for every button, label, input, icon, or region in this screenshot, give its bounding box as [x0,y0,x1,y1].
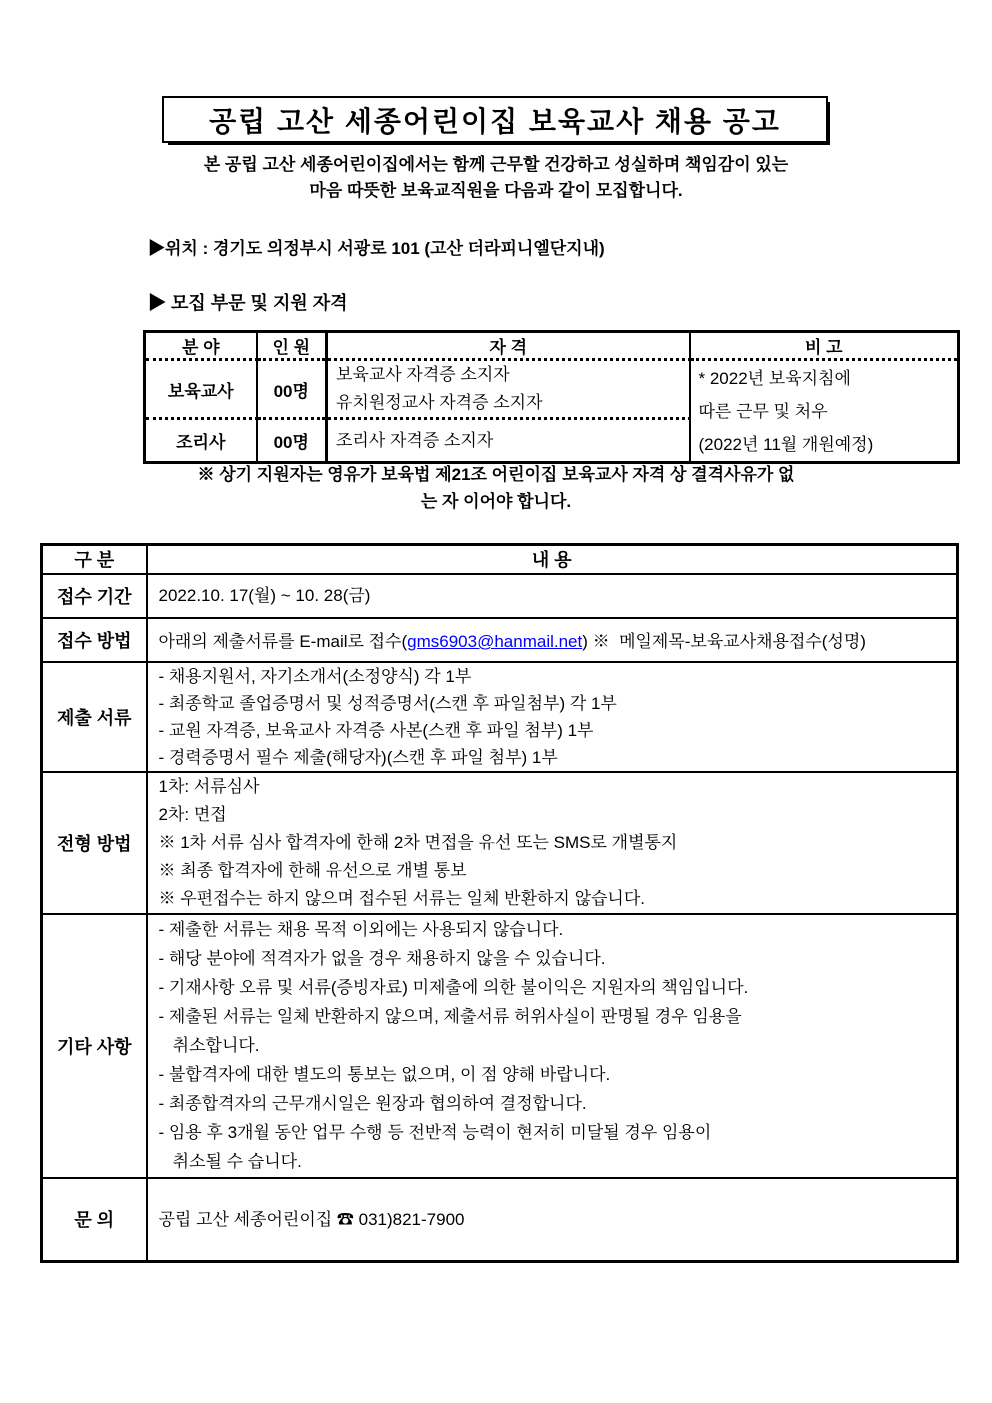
recruit-section-title: ▶ 모집 부문 및 지원 자격 [148,293,348,313]
content-line: - 기재사항 오류 및 서류(증빙자료) 미제출에 의한 불이익은 지원자의 책임입니다. [158,978,749,997]
content-line: - 채용지원서, 자기소개서(소정양식) 각 1부 [158,666,472,686]
detail-table [40,543,959,1263]
content-line: - 최종학교 졸업증명서 및 성적증명서(스캔 후 파일첨부) 각 1부 [158,693,617,713]
note-line: 는 자 이어야 합니다. [420,492,572,511]
recruit-header-field: 분 야 [145,332,257,360]
content-line: 취소될 수 습니다. [158,1152,302,1171]
recruit-header-qualification: 자 격 [327,332,690,360]
content-line: - 교원 자격증, 보육교사 자격증 사본(스캔 후 파일 첨부) 1부 [158,720,594,740]
table-row-selection [42,772,958,914]
title-box [162,96,828,143]
content-line: - 해당 분야에 적격자가 없을 경우 채용하지 않을 수 있습니다. [158,949,606,968]
content-line: - 최종합격자의 근무개시일은 원장과 협의하여 결정합니다. [158,1094,587,1113]
row-label: 접수 기간 [42,574,147,618]
content-line: - 경력증명서 필수 제출(해당자)(스캔 후 파일 첨부) 1부 [158,747,558,767]
location-line: ▶위치 : 경기도 의정부시 서광로 101 (고산 더라피니엘단지내) [148,239,605,258]
intro-line: 마음 따뜻한 보육교직원을 다음과 같이 모집합니다. [309,181,683,200]
remark-line: * 2022년 보육지침에 [698,368,851,388]
content-line: ※ 1차 서류 심사 합격자에 한해 2차 면접을 유선 또는 SMS로 개별통지 [158,832,678,852]
content-line: 공립 고산 세종어린이집 ☎ 031)821-7900 [158,1209,465,1229]
note-line: ※ 상기 지원자는 영유가 보육법 제21조 어린이집 보육교사 자격 상 결격사유가 없 [197,465,795,484]
row-label: 제출 서류 [42,662,147,772]
recruit-qualifications [327,360,690,419]
remark-line: (2022년 11월 개원예정) [698,434,874,454]
content-line: ※ 우편접수는 하지 않으며 접수된 서류는 일체 반환하지 않습니다. [158,888,645,908]
row-label: 문 의 [42,1178,147,1262]
row-label: 접수 방법 [42,618,147,662]
table-row-documents [42,662,958,772]
content-line: - 제출한 서류는 채용 목적 이외에는 사용되지 않습니다. [158,920,564,939]
email-link[interactable]: gms6903@hanmail.net [407,632,583,651]
recruit-header-remark: 비 고 [690,332,959,360]
content-line: 1차: 서류심사 [158,776,260,796]
table-row-reception-method [42,618,958,662]
row-label: 기타 사항 [42,914,147,1178]
detail-header-category: 구 분 [42,545,147,574]
content-line: - 불합격자에 대한 별도의 통보는 없으며, 이 점 양해 바랍니다. [158,1065,611,1084]
qualification-line: 보육교사 자격증 소지자 [336,365,510,384]
recruit-table [143,330,960,464]
recruit-table-header-row [145,332,959,360]
documents-content [147,662,958,772]
table-row [145,360,959,419]
table-row-reception-period [42,574,958,618]
recruit-field: 조리사 [176,433,226,452]
page-title: 공립 고산 세종어린이집 보육교사 채용 공고 [209,105,781,137]
content-prefix: 아래의 제출서류를 E-mail로 접수( [158,632,408,651]
reception-method-content [147,618,958,662]
content-line: - 제출된 서류는 일체 반환하지 않으며, 제출서류 허위사실이 판명될 경우 임용을 [158,1007,742,1026]
disqualification-note [0,461,992,515]
recruit-count: 00명 [257,360,327,419]
recruit-qualifications [327,419,690,463]
content-line: 2차: 면접 [158,804,227,824]
etc-content [147,914,958,1178]
detail-table-header-row [42,545,958,574]
remark-line: 따른 근무 및 처우 [698,401,828,421]
recruit-header-count: 인 원 [257,332,327,360]
detail-header-content: 내 용 [147,545,958,574]
content-line: ※ 최종 합격자에 한해 유선으로 개별 통보 [158,860,467,880]
contact-content [147,1178,958,1262]
content-line: 취소합니다. [158,1036,260,1055]
selection-content [147,772,958,914]
qualification-line: 유치원정교사 자격증 소지자 [336,393,543,412]
intro-line: 본 공립 고산 세종어린이집에서는 함께 근무할 건강하고 성실하며 책임감이 있는 [203,155,789,174]
reception-period-content [147,574,958,618]
recruit-remark [690,360,959,463]
content-line: - 임용 후 3개월 동안 업무 수행 등 전반적 능력이 현저히 미달될 경우 임용이 [158,1123,712,1142]
content-suffix: ) ※ 메일제목-보육교사채용접수(성명) [582,632,866,651]
recruit-count: 00명 [257,419,327,463]
table-row-etc [42,914,958,1178]
intro-paragraph [0,152,992,204]
recruit-field: 보육교사 [145,360,257,419]
qualification-line: 조리사 자격증 소지자 [336,430,494,450]
row-label: 전형 방법 [42,772,147,914]
table-row-contact [42,1178,958,1262]
content-line: 2022.10. 17(월) ~ 10. 28(금) [158,586,371,605]
